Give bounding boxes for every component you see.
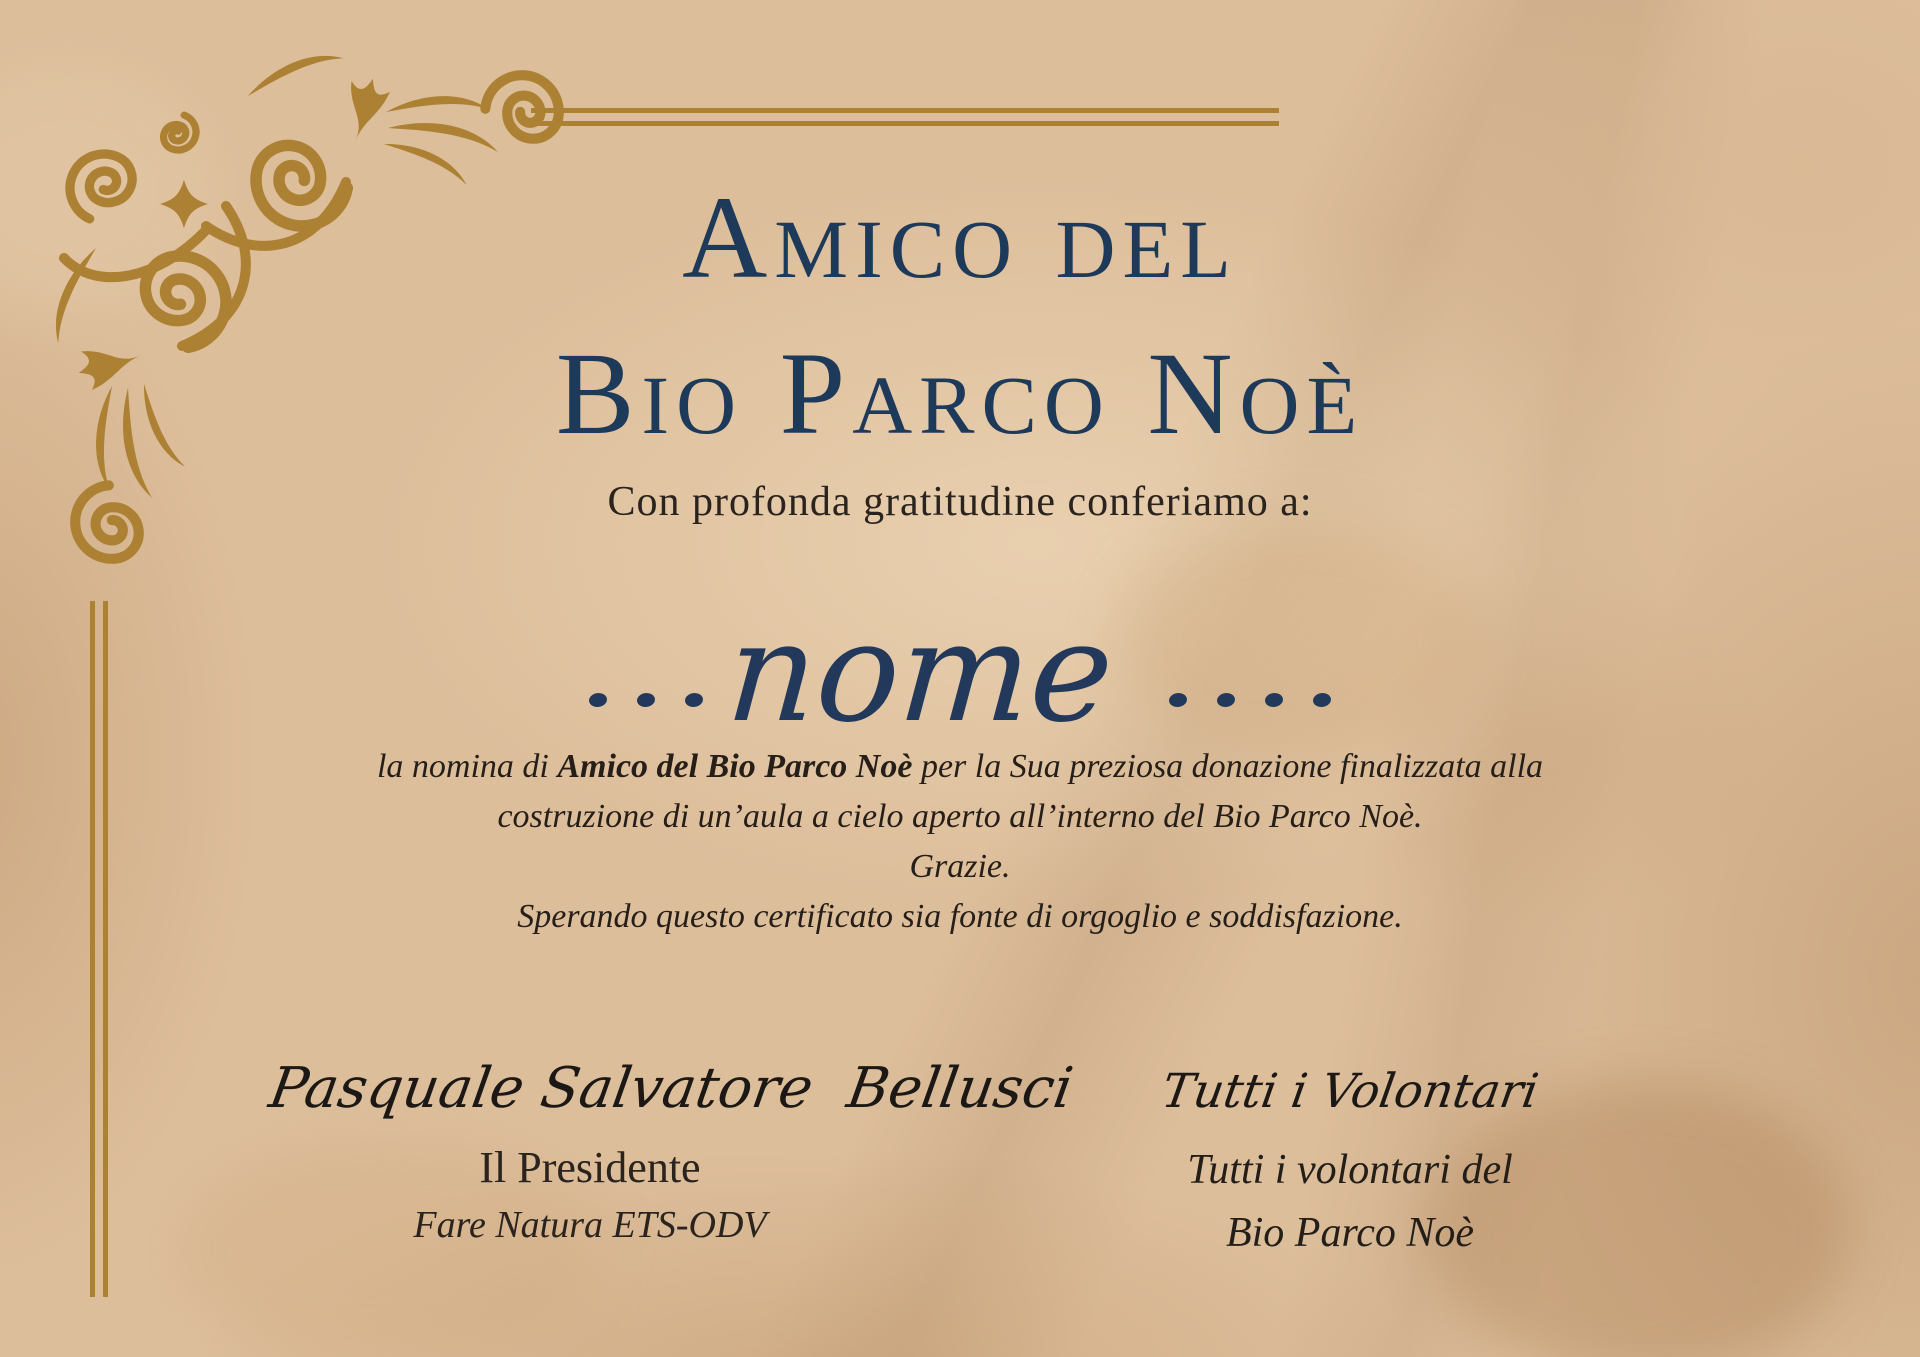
volunteers-line-2: Bio Parco Noè [1225,1209,1475,1256]
recipient-name-placeholder: nome [722,592,1119,753]
dot [588,692,608,708]
volunteers-line-1: Tutti i volontari del [1187,1147,1513,1194]
dot [1264,692,1284,708]
body-line-2: costruzione di un’aula a cielo aperto all’interno del Bio Parco Noè. [497,798,1423,835]
body-line-1 [0,742,1920,792]
president-signature-script: Pasquale Salvatore Bellusci [264,1056,1078,1121]
certificate-body [0,742,1920,942]
dot [636,692,656,708]
title-line-2: Bio Parco Noè [555,327,1365,459]
title-line-1: Amico del [682,172,1238,303]
placeholder-dots-left [574,693,718,742]
placeholder-dots-right [1127,693,1346,742]
body-text-bold: Amico del Bio Parco Noè [557,748,913,785]
signature-volunteers [1050,1058,1650,1257]
thanks-line: Grazie. [909,848,1011,885]
body-text: per la Sua preziosa donazione finalizzata alla [912,748,1544,785]
top-double-rule [531,108,1279,113]
dot [1312,692,1332,708]
certificate-title [0,160,1920,472]
dot [684,692,704,708]
dot [1168,692,1188,708]
recipient-name-line [0,572,1920,753]
dot [1216,692,1236,708]
president-organization: Fare Natura ETS-ODV [413,1203,767,1246]
volunteers-signature-script: Tutti i Volontari [1158,1064,1543,1119]
body-text: la nomina di [376,748,558,785]
certificate-subtitle: Con profonda gratitudine conferiamo a: [607,479,1313,525]
closing-line: Sperando questo certificato sia fonte di orgoglio e soddisfazione. [517,898,1403,935]
signature-president [264,1056,1078,1247]
president-role: Il Presidente [479,1142,701,1192]
